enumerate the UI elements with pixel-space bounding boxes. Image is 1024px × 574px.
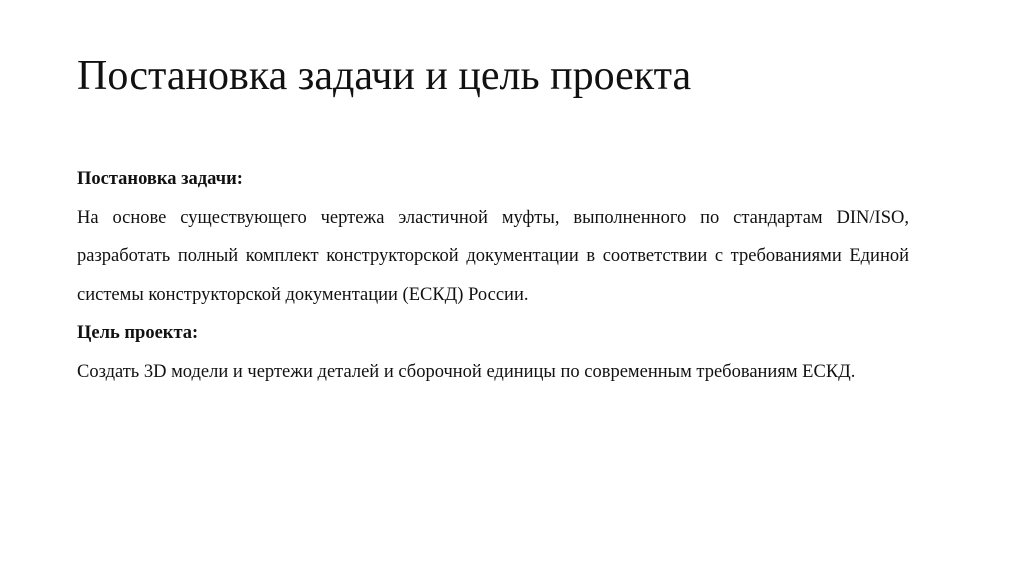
goal-heading: Цель проекта:: [77, 323, 199, 343]
slide-title: Постановка задачи и цель проекта: [77, 53, 692, 99]
task-heading: Постановка задачи:: [77, 169, 243, 189]
goal-text: Создать 3D модели и чертежи деталей и сборочной единицы по современным требованиям ЕСКД.: [77, 361, 856, 382]
task-text: На основе существующего чертежа эластичной муфты, выполненного по стандартам DIN/ISO, разработать полный комплект конструкторской документации в соответствии с требованиями Единой системы конструкторской документации (ЕСКД) России.: [77, 207, 909, 305]
slide-body: [77, 160, 909, 391]
